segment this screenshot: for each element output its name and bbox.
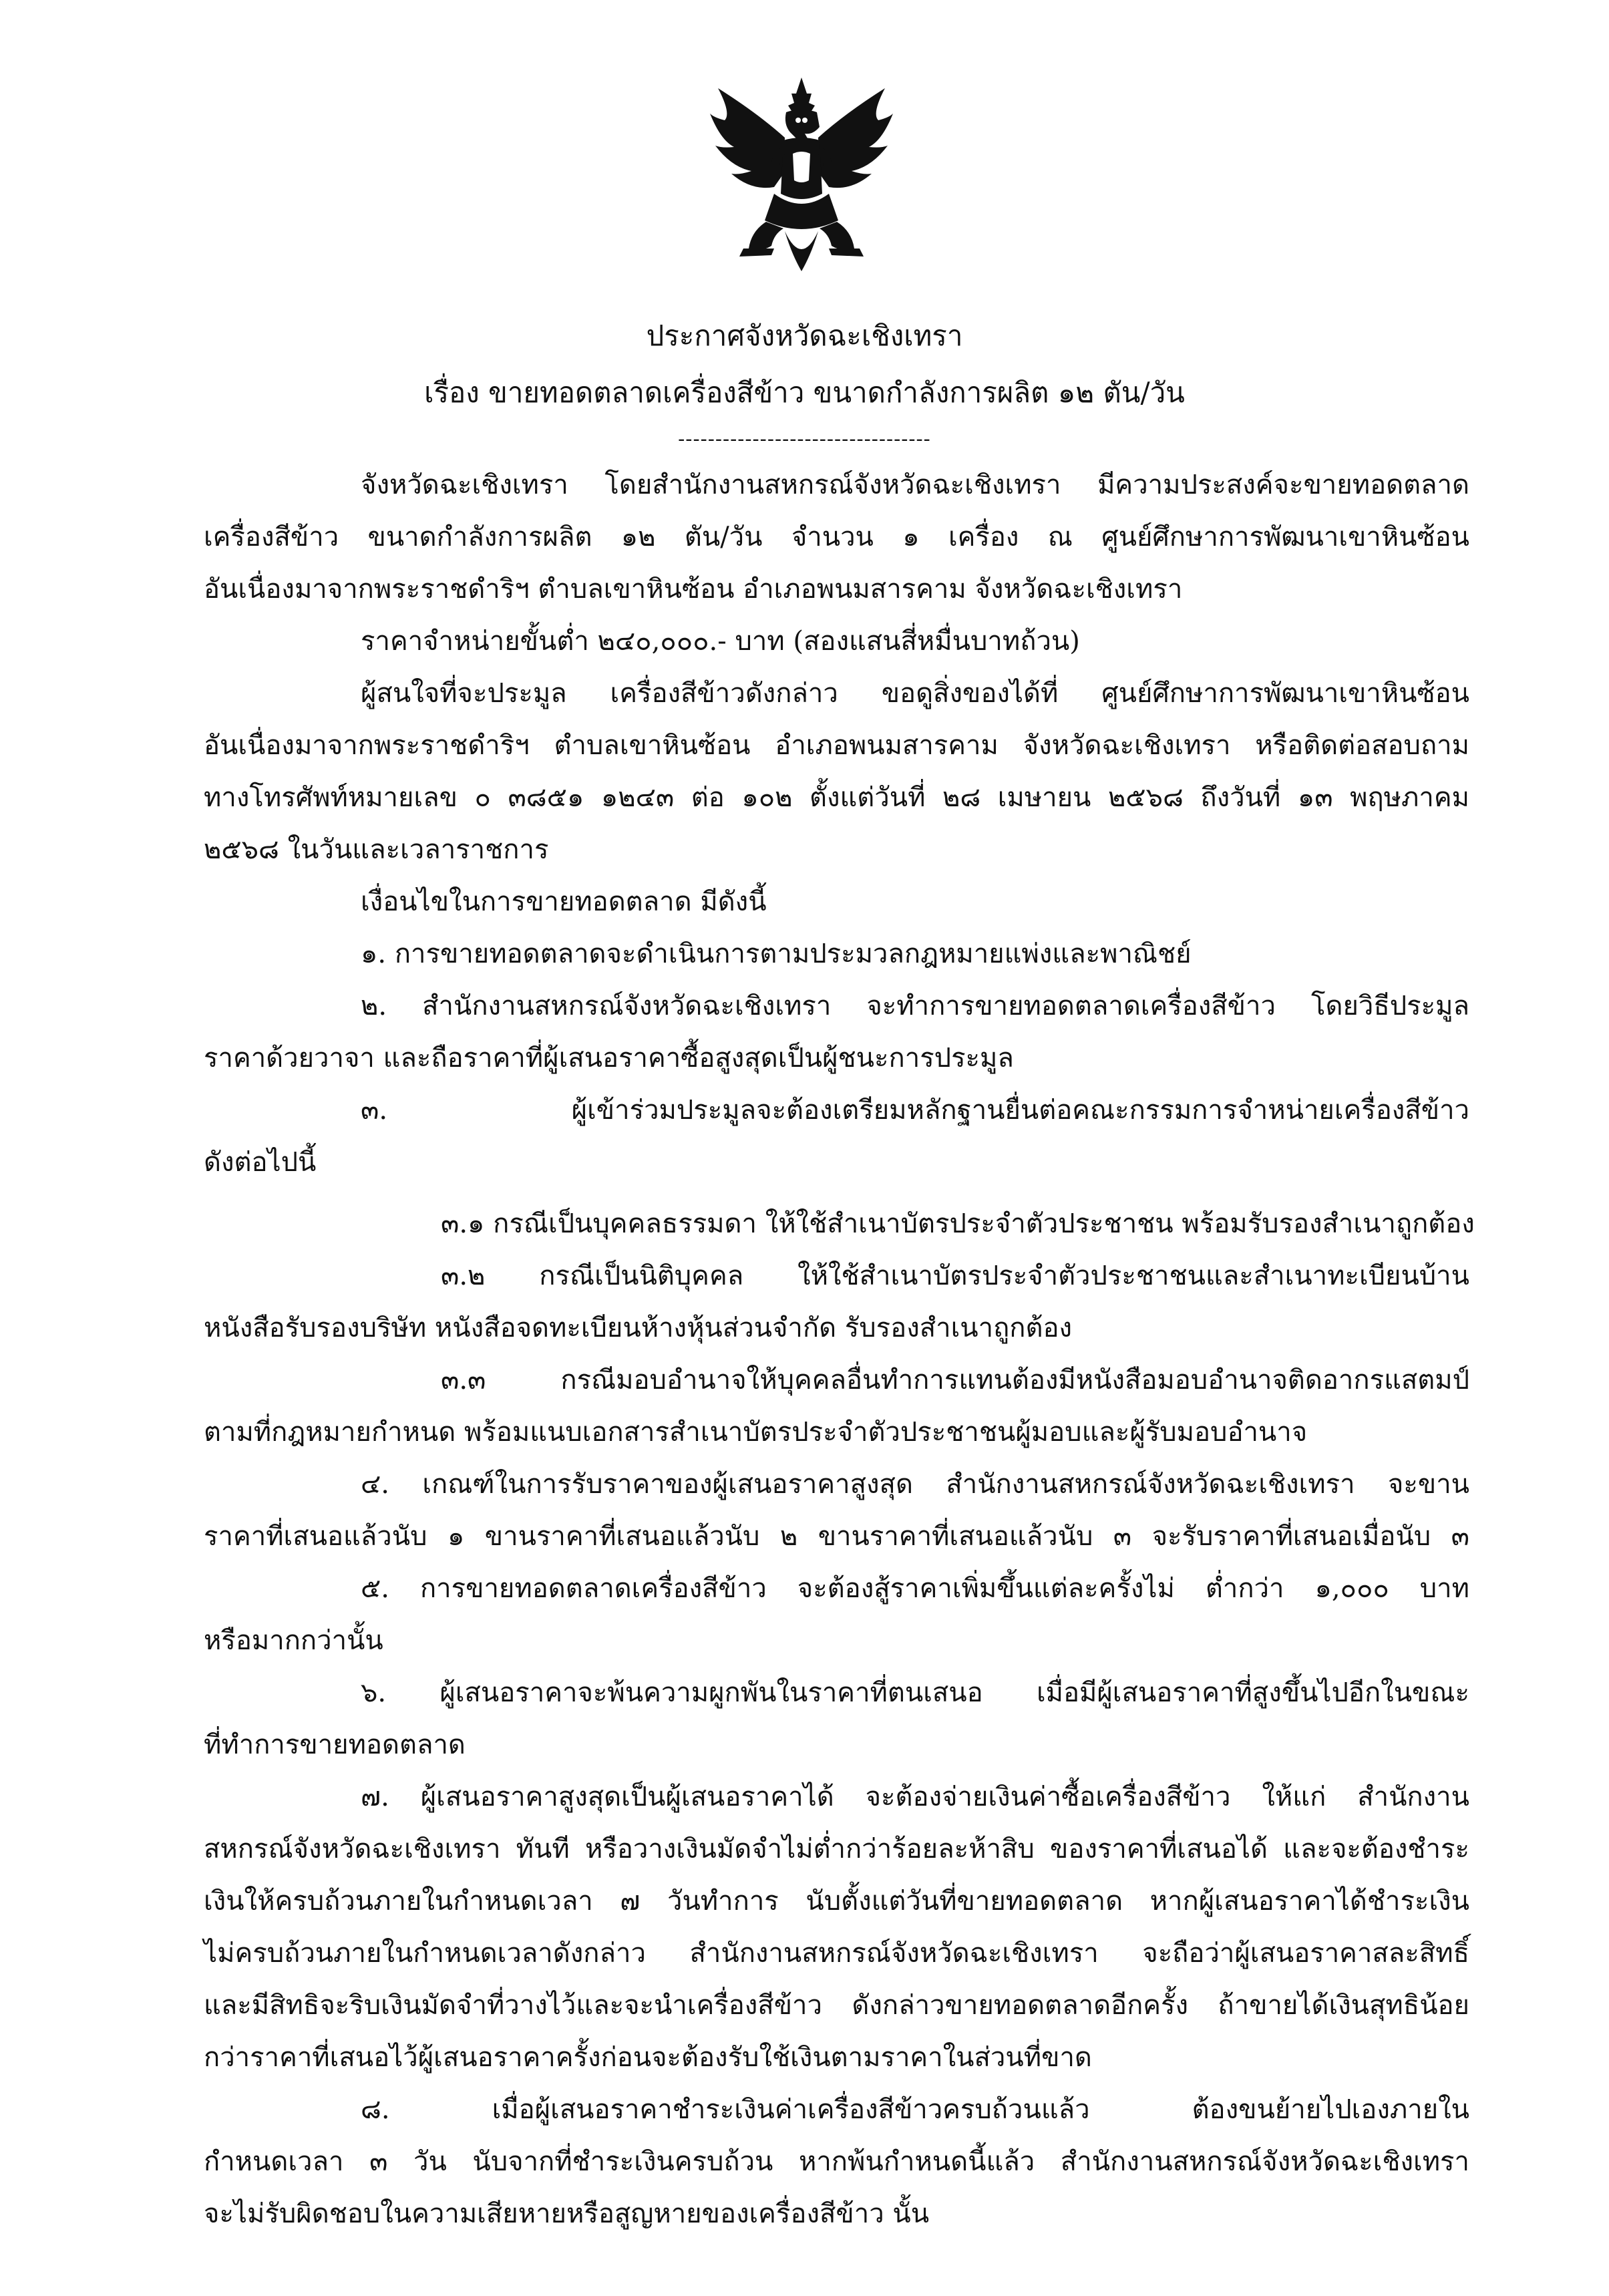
condition-item: ๗. ผู้เสนอราคาสูงสุดเป็นผู้เสนอราคาได้ จะต้องจ่ายเงินค่าซื้อเครื่องสีข้าว ให้แก่ สำนักงาน — [361, 1782, 1469, 1812]
paragraph-line: ตามที่กฎหมายกำหนด พร้อมแนบเอกสารสำเนาบัตรประจำตัวประชาชนผู้มอบและผู้รับมอบอำนาจ — [204, 1417, 1308, 1448]
document-subject: เรื่อง ขายทอดตลาดเครื่องสีข้าว ขนาดกำลังการผลิต ๑๒ ตัน/วัน — [424, 376, 1185, 409]
paragraph-line: ราคาที่เสนอแล้วนับ ๑ ขานราคาที่เสนอแล้วนับ ๒ ขานราคาที่เสนอแล้วนับ ๓ จะรับราคาที่เสนอเมื่อนับ ๓ — [204, 1521, 1469, 1552]
paragraph-line: ๒๕๖๘ ในวันและเวลาราชการ — [204, 834, 549, 865]
sub-condition-item: ๓.๑ กรณีเป็นบุคคลธรรมดา ให้ใช้สำเนาบัตรประจำตัวประชาชน พร้อมรับรองสำเนาถูกต้อง — [441, 1208, 1475, 1239]
paragraph-line: หนังสือรับรองบริษัท หนังสือจดทะเบียนห้างหุ้นส่วนจำกัด รับรองสำเนาถูกต้อง — [204, 1313, 1073, 1343]
paragraph-line: ไม่ครบถ้วนภายในกำหนดเวลาดังกล่าว สำนักงานสหกรณ์จังหวัดฉะเชิงเทรา จะถือว่าผู้เสนอราคาสละสิทธิ์ — [204, 1938, 1469, 1969]
paragraph-line: ราคาจำหน่ายขั้นต่ำ ๒๔๐,๐๐๐.- บาท (สองแสนสี่หมื่นบาทถ้วน) — [361, 626, 1080, 657]
paragraph-line: ที่ทำการขายทอดตลาด — [204, 1730, 466, 1760]
paragraph-line: ผู้สนใจที่จะประมูล เครื่องสีข้าวดังกล่าว ขอดูสิ่งของได้ที่ ศูนย์ศึกษาการพัฒนาเขาหินซ้อน — [361, 678, 1469, 709]
paragraph-line: กว่าราคาที่เสนอไว้ผู้เสนอราคาครั้งก่อนจะต้องรับใช้เงินตามราคาในส่วนที่ขาด — [204, 2042, 1092, 2073]
condition-item: ๑. การขายทอดตลาดจะดำเนินการตามประมวลกฎหมายแพ่งและพาณิชย์ — [361, 939, 1192, 969]
paragraph-line: กำหนดเวลา ๓ วัน นับจากที่ชำระเงินครบถ้วน หากพ้นกำหนดนี้แล้ว สำนักงานสหกรณ์จังหวัดฉะเชิงเทรา — [204, 2146, 1469, 2177]
document-title: ประกาศจังหวัดฉะเชิงเทรา — [646, 319, 963, 352]
paragraph-line: อันเนื่องมาจากพระราชดำริฯ ตำบลเขาหินซ้อน อำเภอพนมสารคาม จังหวัดฉะเชิงเทรา — [204, 574, 1183, 605]
garuda-emblem — [705, 73, 898, 274]
paragraph-line: หรือมากกว่านั้น — [204, 1625, 383, 1656]
paragraph-line: จะไม่รับผิดชอบในความเสียหายหรือสูญหายของเครื่องสีข้าว นั้น — [204, 2198, 930, 2229]
paragraph-line: ดังต่อไปนี้ — [204, 1147, 317, 1178]
conditions-heading: เงื่อนไขในการขายทอดตลาด มีดังนี้ — [361, 886, 767, 917]
sub-condition-item: ๓.๒ กรณีเป็นนิติบุคคล ให้ใช้สำเนาบัตรประจำตัวประชาชนและสำเนาทะเบียนบ้าน — [441, 1261, 1469, 1291]
paragraph-line: และมีสิทธิจะริบเงินมัดจำที่วางไว้และจะนำเครื่องสีข้าว ดังกล่าวขายทอดตลาดอีกครั้ง ถ้าขายได้เงินสุทธิน้อย — [204, 1990, 1469, 2021]
sub-condition-item: ๓.๓ กรณีมอบอำนาจให้บุคคลอื่นทำการแทนต้องมีหนังสือมอบอำนาจติดอากรแสตมป์ — [441, 1365, 1469, 1396]
separator-line: ---------------------------------- — [678, 428, 931, 451]
condition-item: ๒. สำนักงานสหกรณ์จังหวัดฉะเชิงเทรา จะทำการขายทอดตลาดเครื่องสีข้าว โดยวิธีประมูล — [361, 991, 1469, 1021]
paragraph-line: ราคาด้วยวาจา และถือราคาที่ผู้เสนอราคาซื้อสูงสุดเป็นผู้ชนะการประมูล — [204, 1043, 1014, 1074]
condition-item: ๓. ผู้เข้าร่วมประมูลจะต้องเตรียมหลักฐานยื่นต่อคณะกรรมการจำหน่ายเครื่องสีข้าว — [361, 1095, 1469, 1126]
condition-item: ๔. เกณฑ์ในการรับราคาของผู้เสนอราคาสูงสุด สำนักงานสหกรณ์จังหวัดฉะเชิงเทรา จะขาน — [361, 1469, 1469, 1500]
paragraph-line: เงินให้ครบถ้วนภายในกำหนดเวลา ๗ วันทำการ นับตั้งแต่วันที่ขายทอดตลาด หากผู้เสนอราคาได้ชำระเงิน — [204, 1886, 1469, 1917]
condition-item: ๘. เมื่อผู้เสนอราคาชำระเงินค่าเครื่องสีข้าวครบถ้วนแล้ว ต้องขนย้ายไปเองภายใน — [361, 2094, 1469, 2125]
paragraph-line: จังหวัดฉะเชิงเทรา โดยสำนักงานสหกรณ์จังหวัดฉะเชิงเทรา มีความประสงค์จะขายทอดตลาด — [361, 470, 1469, 500]
condition-item: ๕. การขายทอดตลาดเครื่องสีข้าว จะต้องสู้ราคาเพิ่มขึ้นแต่ละครั้งไม่ ต่ำกว่า ๑,๐๐๐ บาท — [361, 1573, 1469, 1604]
condition-item: ๖. ผู้เสนอราคาจะพ้นความผูกพันในราคาที่ตนเสนอ เมื่อมีผู้เสนอราคาที่สูงขึ้นไปอีกในขณะ — [361, 1677, 1469, 1708]
paragraph-line: เครื่องสีข้าว ขนาดกำลังการผลิต ๑๒ ตัน/วัน จำนวน ๑ เครื่อง ณ ศูนย์ศึกษาการพัฒนาเขาหินซ้อน — [204, 522, 1469, 552]
paragraph-line: ทางโทรศัพท์หมายเลข ๐ ๓๘๕๑ ๑๒๔๓ ต่อ ๑๐๒ ตั้งแต่วันที่ ๒๘ เมษายน ๒๕๖๘ ถึงวันที่ ๑๓ พฤษภาคม — [204, 782, 1469, 813]
paragraph-line: อันเนื่องมาจากพระราชดำริฯ ตำบลเขาหินซ้อน อำเภอพนมสารคาม จังหวัดฉะเชิงเทรา หรือติดต่อสอบถาม — [204, 730, 1469, 761]
paragraph-line: สหกรณ์จังหวัดฉะเชิงเทรา ทันที หรือวางเงินมัดจำไม่ต่ำกว่าร้อยละห้าสิบ ของราคาที่เสนอได้ และจะต้องชำระ — [204, 1834, 1469, 1864]
